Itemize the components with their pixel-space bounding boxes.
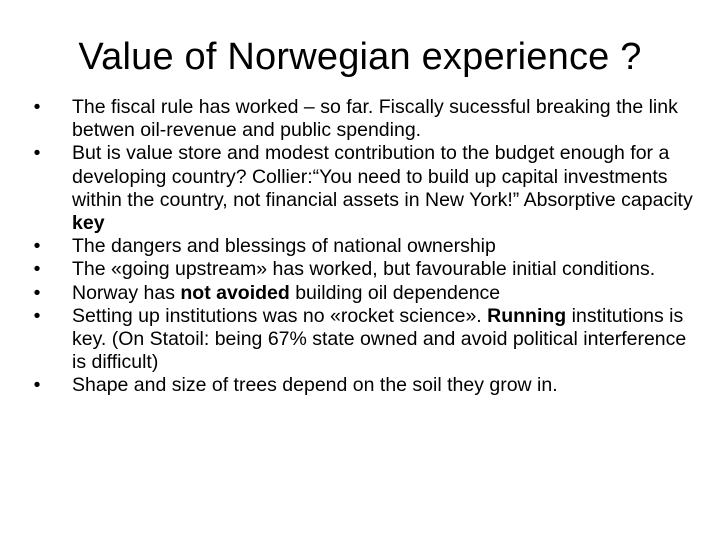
bullet-marker: •: [33, 281, 41, 304]
bullet-item: [24, 282, 696, 305]
bullet-text: The «going upstream» has worked, but favourable initial conditions.: [72, 258, 656, 281]
bullet-item: [24, 235, 696, 258]
slide-title: Value of Norwegian experience ?: [78, 36, 642, 78]
bullet-text-emphasis: Running: [487, 304, 567, 327]
bullet-text-emphasis: not avoided: [180, 281, 290, 304]
bullet-text: Norway has: [72, 281, 181, 304]
bullet-item: [24, 142, 696, 235]
bullet-text: But is value store and modest contribution to the budget enough for a developing country? Collier:“You need to build up capital investments within the country, not financial assets in New York!” Absorptive capacity: [72, 142, 693, 211]
bullet-item: [24, 258, 696, 281]
bullet-item: [24, 305, 696, 375]
bullet-text: institutions is key. (On Statoil: being 67% state owned and avoid political interference is difficult): [72, 304, 687, 374]
bullet-marker: •: [33, 304, 41, 327]
bullet-item: [24, 96, 696, 142]
bullet-item: [24, 374, 696, 397]
bullet-marker: •: [33, 374, 41, 397]
bullet-marker: •: [33, 258, 41, 281]
bullet-marker: •: [33, 142, 41, 165]
bullet-text: Setting up institutions was no «rocket science».: [72, 304, 488, 327]
bullet-list: [24, 96, 696, 398]
bullet-text: The fiscal rule has worked – so far. Fiscally sucessful breaking the link betwen oil-revenue and public spending.: [72, 96, 678, 142]
bullet-text-emphasis: key: [72, 212, 105, 235]
bullet-text: building oil dependence: [289, 281, 501, 304]
bullet-marker: •: [33, 96, 41, 118]
bullet-marker: •: [33, 235, 41, 258]
bullet-text: The dangers and blessings of national ownership: [72, 235, 496, 258]
bullet-text: Shape and size of trees depend on the soil they grow in.: [72, 374, 558, 397]
